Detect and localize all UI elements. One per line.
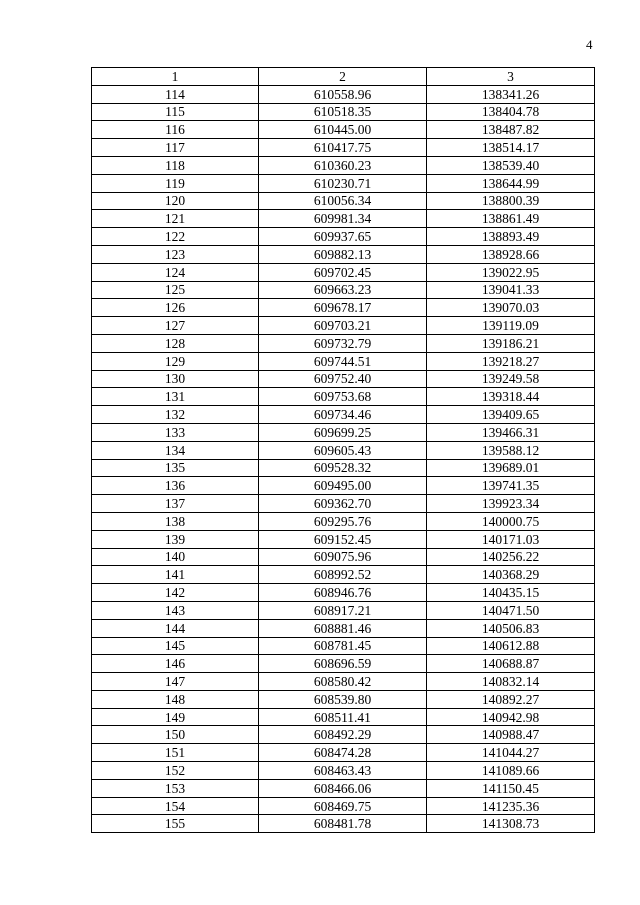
table-row xyxy=(92,334,595,352)
y-coordinate-cell: 138893.49 xyxy=(427,228,595,246)
table-row xyxy=(92,281,595,299)
x-coordinate-cell: 610417.75 xyxy=(259,139,427,157)
x-coordinate-cell: 609703.21 xyxy=(259,317,427,335)
y-coordinate-cell: 140471.50 xyxy=(427,601,595,619)
y-coordinate-cell: 138404.78 xyxy=(427,103,595,121)
y-coordinate-cell: 138539.40 xyxy=(427,156,595,174)
page-number: 4 xyxy=(586,37,593,52)
y-coordinate-cell: 140942.98 xyxy=(427,708,595,726)
header-row xyxy=(92,68,595,86)
table-row xyxy=(92,655,595,673)
table-row xyxy=(92,744,595,762)
x-coordinate-cell: 610558.96 xyxy=(259,85,427,103)
point-number-cell: 121 xyxy=(92,210,259,228)
table-row xyxy=(92,370,595,388)
point-number-cell: 153 xyxy=(92,779,259,797)
x-coordinate-cell: 609699.25 xyxy=(259,423,427,441)
x-coordinate-cell: 608917.21 xyxy=(259,601,427,619)
table-row xyxy=(92,779,595,797)
point-number-cell: 115 xyxy=(92,103,259,121)
y-coordinate-cell: 139186.21 xyxy=(427,334,595,352)
y-coordinate-cell: 140988.47 xyxy=(427,726,595,744)
y-coordinate-cell: 139741.35 xyxy=(427,477,595,495)
point-number-cell: 125 xyxy=(92,281,259,299)
point-number-cell: 124 xyxy=(92,263,259,281)
table-row xyxy=(92,673,595,691)
table-row xyxy=(92,797,595,815)
point-number-cell: 147 xyxy=(92,673,259,691)
x-coordinate-cell: 609702.45 xyxy=(259,263,427,281)
x-coordinate-cell: 608481.78 xyxy=(259,815,427,833)
x-coordinate-cell: 608696.59 xyxy=(259,655,427,673)
y-coordinate-cell: 141089.66 xyxy=(427,762,595,780)
y-coordinate-cell: 141150.45 xyxy=(427,779,595,797)
point-number-cell: 152 xyxy=(92,762,259,780)
coordinates-table xyxy=(91,67,595,833)
y-coordinate-cell: 138487.82 xyxy=(427,121,595,139)
x-coordinate-cell: 608466.06 xyxy=(259,779,427,797)
table-row xyxy=(92,530,595,548)
point-number-cell: 132 xyxy=(92,406,259,424)
point-number-cell: 119 xyxy=(92,174,259,192)
x-coordinate-cell: 609753.68 xyxy=(259,388,427,406)
x-coordinate-cell: 608881.46 xyxy=(259,619,427,637)
x-coordinate-cell: 608580.42 xyxy=(259,673,427,691)
point-number-cell: 144 xyxy=(92,619,259,637)
table-row xyxy=(92,139,595,157)
table-row xyxy=(92,192,595,210)
x-coordinate-cell: 610445.00 xyxy=(259,121,427,139)
point-number-cell: 155 xyxy=(92,815,259,833)
point-number-cell: 137 xyxy=(92,495,259,513)
y-coordinate-cell: 139022.95 xyxy=(427,263,595,281)
x-coordinate-cell: 610518.35 xyxy=(259,103,427,121)
point-number-cell: 116 xyxy=(92,121,259,139)
x-coordinate-cell: 610056.34 xyxy=(259,192,427,210)
point-number-cell: 141 xyxy=(92,566,259,584)
x-coordinate-cell: 609732.79 xyxy=(259,334,427,352)
x-coordinate-cell: 608511.41 xyxy=(259,708,427,726)
y-coordinate-cell: 140256.22 xyxy=(427,548,595,566)
y-coordinate-cell: 140000.75 xyxy=(427,512,595,530)
point-number-cell: 130 xyxy=(92,370,259,388)
point-number-cell: 145 xyxy=(92,637,259,655)
y-coordinate-cell: 139070.03 xyxy=(427,299,595,317)
point-number-cell: 150 xyxy=(92,726,259,744)
table-row xyxy=(92,637,595,655)
x-coordinate-cell: 608539.80 xyxy=(259,690,427,708)
x-coordinate-cell: 609362.70 xyxy=(259,495,427,513)
table-header xyxy=(92,68,595,86)
x-coordinate-cell: 610230.71 xyxy=(259,174,427,192)
y-coordinate-cell: 140892.27 xyxy=(427,690,595,708)
x-coordinate-cell: 609882.13 xyxy=(259,245,427,263)
table-row xyxy=(92,388,595,406)
x-coordinate-cell: 609981.34 xyxy=(259,210,427,228)
table-row xyxy=(92,245,595,263)
point-number-cell: 142 xyxy=(92,584,259,602)
point-number-cell: 146 xyxy=(92,655,259,673)
table-row xyxy=(92,228,595,246)
x-coordinate-cell: 609744.51 xyxy=(259,352,427,370)
table-row xyxy=(92,762,595,780)
y-coordinate-cell: 139466.31 xyxy=(427,423,595,441)
table-row xyxy=(92,495,595,513)
point-number-cell: 127 xyxy=(92,317,259,335)
table-row xyxy=(92,85,595,103)
y-coordinate-cell: 139588.12 xyxy=(427,441,595,459)
y-coordinate-cell: 139249.58 xyxy=(427,370,595,388)
point-number-cell: 128 xyxy=(92,334,259,352)
y-coordinate-cell: 138341.26 xyxy=(427,85,595,103)
point-number-cell: 139 xyxy=(92,530,259,548)
table-row xyxy=(92,459,595,477)
table-row xyxy=(92,156,595,174)
point-number-cell: 133 xyxy=(92,423,259,441)
point-number-cell: 148 xyxy=(92,690,259,708)
table-row xyxy=(92,690,595,708)
column-header-3: 3 xyxy=(427,68,595,86)
table-row xyxy=(92,406,595,424)
x-coordinate-cell: 609752.40 xyxy=(259,370,427,388)
column-header-1: 1 xyxy=(92,68,259,86)
x-coordinate-cell: 609152.45 xyxy=(259,530,427,548)
column-header-2: 2 xyxy=(259,68,427,86)
table-row xyxy=(92,708,595,726)
x-coordinate-cell: 608474.28 xyxy=(259,744,427,762)
point-number-cell: 154 xyxy=(92,797,259,815)
x-coordinate-cell: 609605.43 xyxy=(259,441,427,459)
table-row xyxy=(92,210,595,228)
point-number-cell: 117 xyxy=(92,139,259,157)
table-row xyxy=(92,548,595,566)
point-number-cell: 123 xyxy=(92,245,259,263)
table-row xyxy=(92,815,595,833)
y-coordinate-cell: 139119.09 xyxy=(427,317,595,335)
x-coordinate-cell: 608492.29 xyxy=(259,726,427,744)
y-coordinate-cell: 140506.83 xyxy=(427,619,595,637)
point-number-cell: 129 xyxy=(92,352,259,370)
table-row xyxy=(92,512,595,530)
x-coordinate-cell: 609937.65 xyxy=(259,228,427,246)
y-coordinate-cell: 139923.34 xyxy=(427,495,595,513)
y-coordinate-cell: 139689.01 xyxy=(427,459,595,477)
table-row xyxy=(92,726,595,744)
table-row xyxy=(92,584,595,602)
y-coordinate-cell: 138928.66 xyxy=(427,245,595,263)
x-coordinate-cell: 609075.96 xyxy=(259,548,427,566)
table-row xyxy=(92,601,595,619)
table-row xyxy=(92,619,595,637)
y-coordinate-cell: 140368.29 xyxy=(427,566,595,584)
y-coordinate-cell: 140435.15 xyxy=(427,584,595,602)
point-number-cell: 131 xyxy=(92,388,259,406)
y-coordinate-cell: 138861.49 xyxy=(427,210,595,228)
point-number-cell: 120 xyxy=(92,192,259,210)
point-number-cell: 151 xyxy=(92,744,259,762)
x-coordinate-cell: 609528.32 xyxy=(259,459,427,477)
table-row xyxy=(92,299,595,317)
y-coordinate-cell: 140832.14 xyxy=(427,673,595,691)
x-coordinate-cell: 609295.76 xyxy=(259,512,427,530)
x-coordinate-cell: 608463.43 xyxy=(259,762,427,780)
point-number-cell: 134 xyxy=(92,441,259,459)
y-coordinate-cell: 139218.27 xyxy=(427,352,595,370)
y-coordinate-cell: 139409.65 xyxy=(427,406,595,424)
table-row xyxy=(92,441,595,459)
x-coordinate-cell: 608469.75 xyxy=(259,797,427,815)
x-coordinate-cell: 609495.00 xyxy=(259,477,427,495)
point-number-cell: 149 xyxy=(92,708,259,726)
point-number-cell: 140 xyxy=(92,548,259,566)
x-coordinate-cell: 609678.17 xyxy=(259,299,427,317)
y-coordinate-cell: 140171.03 xyxy=(427,530,595,548)
y-coordinate-cell: 138644.99 xyxy=(427,174,595,192)
x-coordinate-cell: 608946.76 xyxy=(259,584,427,602)
table-row xyxy=(92,317,595,335)
y-coordinate-cell: 141044.27 xyxy=(427,744,595,762)
y-coordinate-cell: 138514.17 xyxy=(427,139,595,157)
point-number-cell: 118 xyxy=(92,156,259,174)
x-coordinate-cell: 610360.23 xyxy=(259,156,427,174)
table-row xyxy=(92,121,595,139)
table-row xyxy=(92,566,595,584)
y-coordinate-cell: 138800.39 xyxy=(427,192,595,210)
table-row xyxy=(92,263,595,281)
y-coordinate-cell: 140688.87 xyxy=(427,655,595,673)
point-number-cell: 126 xyxy=(92,299,259,317)
x-coordinate-cell: 608781.45 xyxy=(259,637,427,655)
table-row xyxy=(92,423,595,441)
point-number-cell: 136 xyxy=(92,477,259,495)
y-coordinate-cell: 139041.33 xyxy=(427,281,595,299)
table-body xyxy=(92,85,595,832)
point-number-cell: 138 xyxy=(92,512,259,530)
point-number-cell: 143 xyxy=(92,601,259,619)
y-coordinate-cell: 141308.73 xyxy=(427,815,595,833)
table-row xyxy=(92,103,595,121)
table-row xyxy=(92,352,595,370)
table-row xyxy=(92,477,595,495)
point-number-cell: 114 xyxy=(92,85,259,103)
y-coordinate-cell: 141235.36 xyxy=(427,797,595,815)
point-number-cell: 135 xyxy=(92,459,259,477)
table-row xyxy=(92,174,595,192)
x-coordinate-cell: 608992.52 xyxy=(259,566,427,584)
x-coordinate-cell: 609663.23 xyxy=(259,281,427,299)
y-coordinate-cell: 140612.88 xyxy=(427,637,595,655)
point-number-cell: 122 xyxy=(92,228,259,246)
y-coordinate-cell: 139318.44 xyxy=(427,388,595,406)
x-coordinate-cell: 609734.46 xyxy=(259,406,427,424)
